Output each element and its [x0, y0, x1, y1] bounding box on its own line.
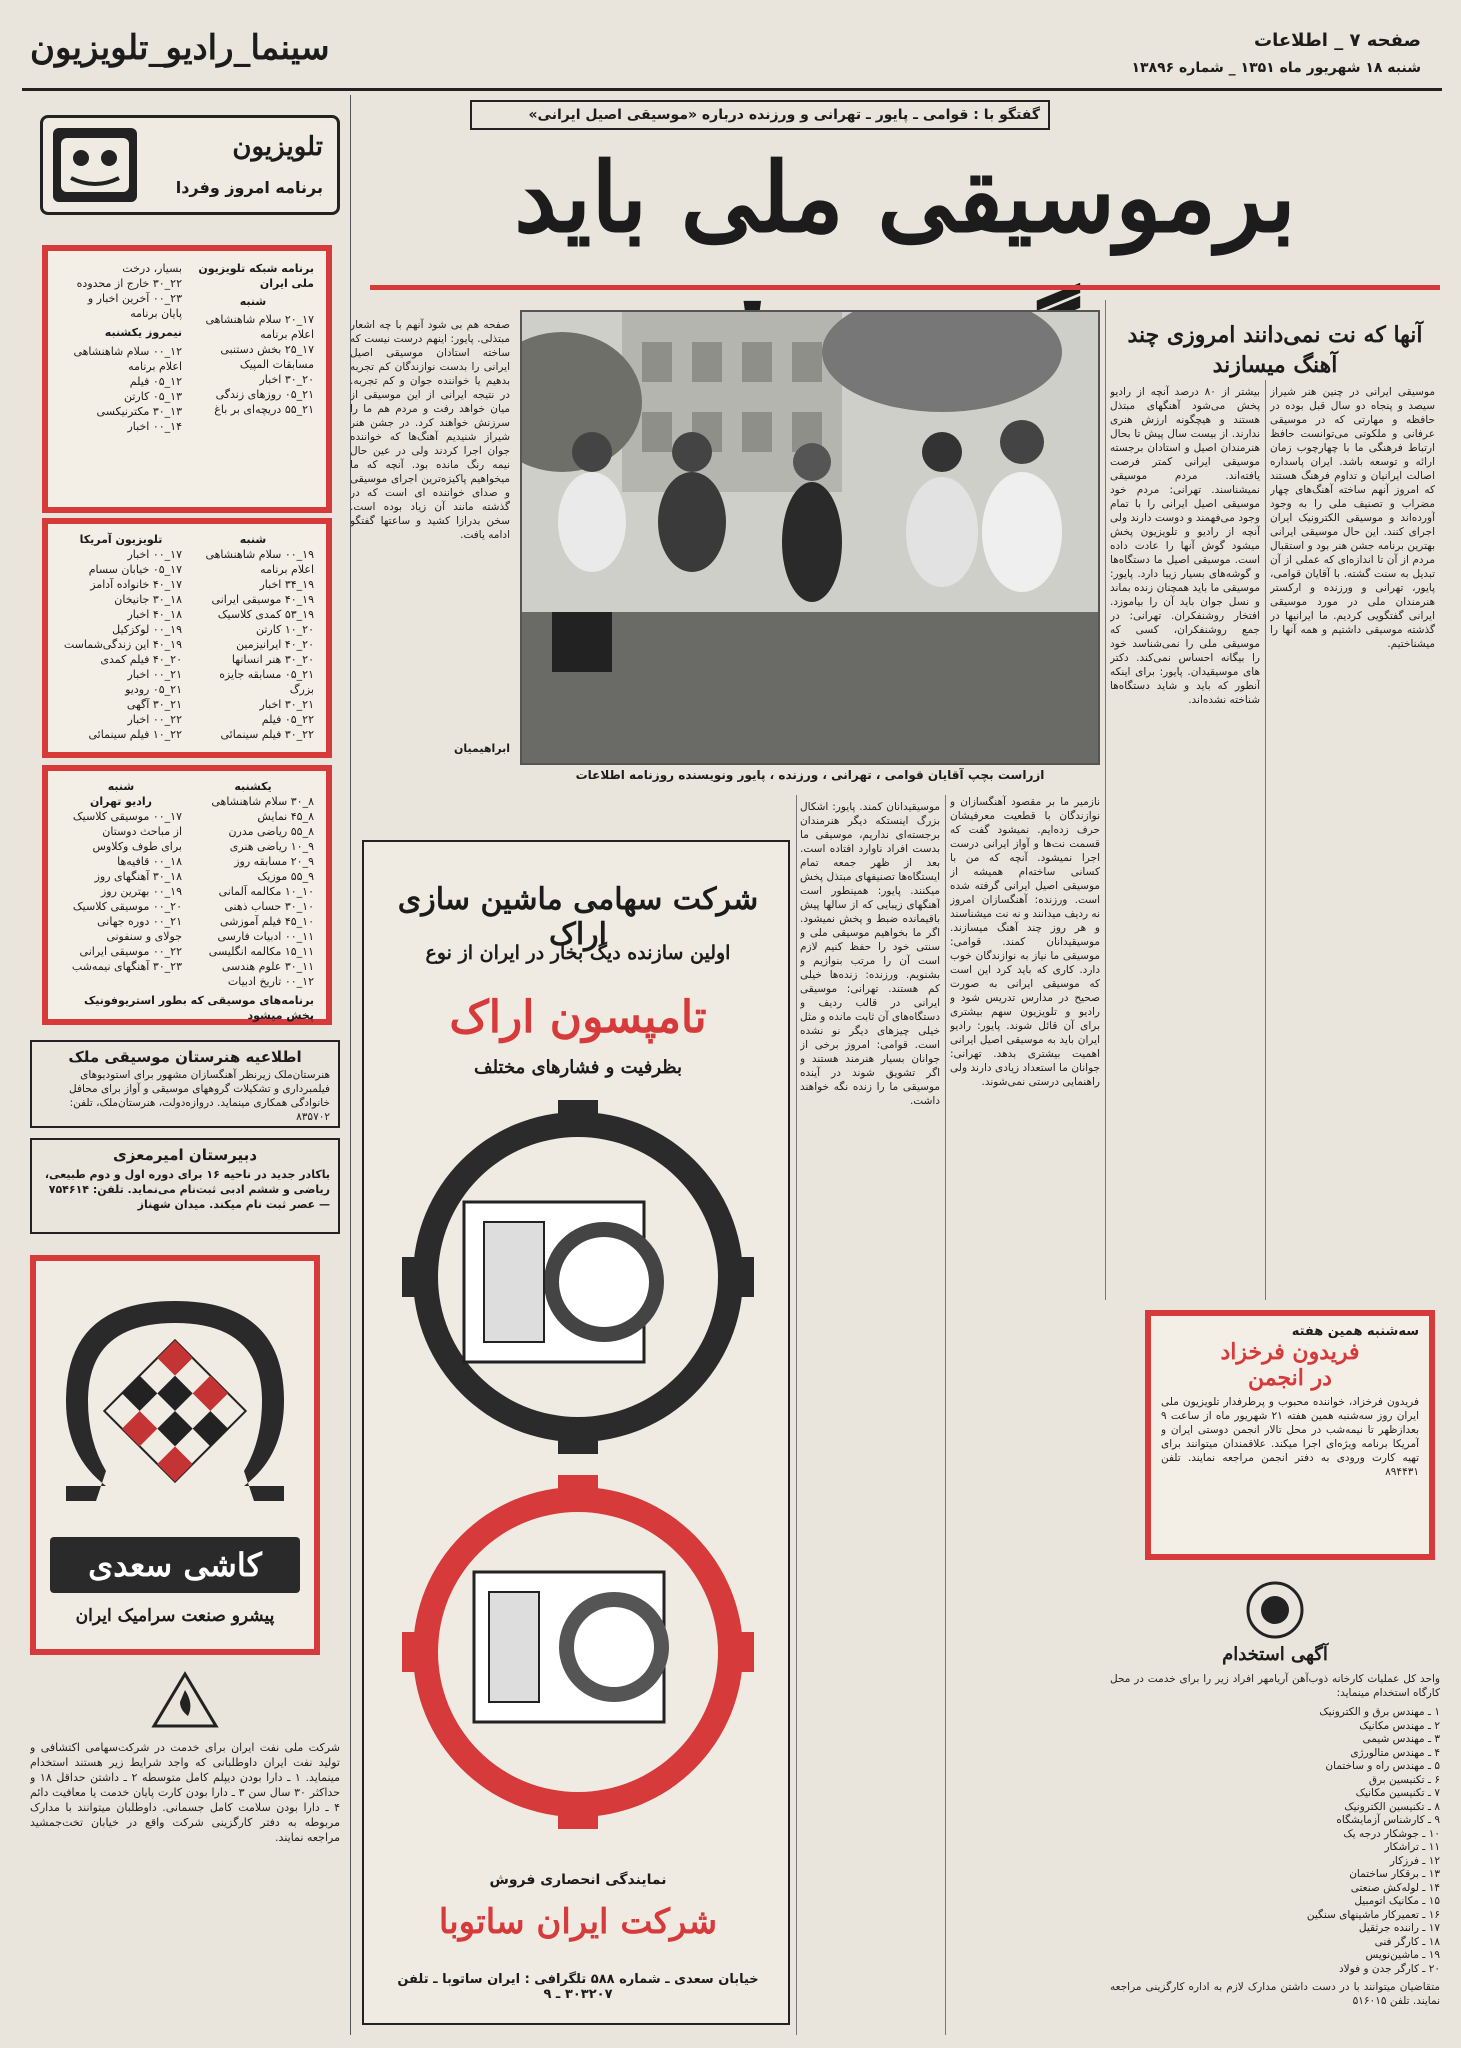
list-item: ۲۰_۳۰ هنر انسانها — [231, 653, 314, 666]
list-item: ۸_۵۵ ریاضی مدرن — [228, 825, 314, 838]
list-item: ۱۷_۰۵ خیابان سسام — [88, 563, 182, 576]
list-item: برای طوف وکلاوس — [92, 840, 182, 853]
arak-agent-label: نمایندگی انحصاری فروش — [489, 1872, 667, 1888]
list-item: ۲۱_۰۰ اخبار — [127, 668, 182, 681]
list-item: جولای و سنفونی — [106, 930, 182, 943]
oil-notice-body: شرکت ملی نفت ایران برای خدمت در شرکت‌سهامی اکتشافی و تولید نفت ایران داوطلبانی که واجد شرایط زیر هستند استخدام مینماید. ۱ ـ دارا بودن دیپلم کامل متوسطه ۲ ـ داشتن حداقل ۱۸ و حداکثر ۳۰ سال سن ۳ ـ دارا بودن کارت پایان خدمت یا معافیت دائم ۴ ـ دارا بودن سلامت کامل جسمانی. داوطلبان میتوانند با مدارک مربوطه به دفتر کارگزینی شرکت واقع در خیابان تخت‌جمشید مراجعه نمایند. — [30, 1741, 340, 1844]
list-item: ۱۲_۰۵ فیلم — [129, 375, 182, 388]
list-item: ۵ ـ مهندس راه و ساختمان — [1325, 1760, 1440, 1772]
list-item: ۱۹_۰۰ بهترین روز — [100, 885, 182, 898]
list-item: از مباحث دوستان — [102, 825, 182, 838]
list-item: ۱۳ ـ برقکار ساختمان — [1349, 1868, 1440, 1880]
list-item: ۲۲_۰۰ موسیقی ایرانی — [79, 945, 182, 958]
list-item: ۱۵ ـ مکانیک اتومبیل — [1354, 1895, 1440, 1907]
list-item: مسابقات المپیک — [239, 358, 314, 371]
list-item: ۲۲_۰۰ اخبار — [127, 713, 182, 726]
arak-brand: تامپسون ‌‌‌‌اراک — [449, 992, 707, 1043]
list-item: ۱۹_۵۳ کمدی کلاسیک — [217, 608, 314, 621]
tv-subtitle: برنامه امروز وفردا — [175, 178, 323, 197]
list-item: ۲۳_۰۰ آخرین اخبار و — [87, 292, 182, 305]
list-item: ۱۷ ـ راننده جرثقیل — [1358, 1922, 1440, 1934]
list-item: ۲۰_۱۰ کارتن — [256, 623, 314, 636]
article-col-mid: بیشتر از ۸۰ درصد آنچه از رادیو پخش می‌شود آهنگهای مبتذل هستند و هیچگونه ارزش هنری ندارند. از بیست سال پیش تا بحال هنرمندان اصیل و استادان برجسته موسیقی ایرانی کمتر فرصت یافته‌اند. مردم موسیقی نمیشناسند. تهرانی: مردم خود موسیقی اصیل ایرانی را با تمام وجود می‌فهمند و دوست دارند ولی آنچه از رادیو و تلویزیون پخش میشود گوش آنها را عادت داده است. موسیقی اصیل ما دستگاه‌ها و گوشه‌های بسیار زیبا دارد. پایور: موسیقی ما باید همچنان زنده بماند و نسل جوان باید آن را بیاموزد. افتخار روشنفکران. تهرانی: در جمع روشنفکران، کسی که موسیقی ملی را نمی‌شناسد خود را بیگانه احساس نمی‌کند. دکتر های موسیقیدان. پایور: برای اینکه آنطور که باید و شاید دستگاه‌ها شناخته نشده‌اند. — [1110, 386, 1260, 706]
schedule3-subheader: رادیو تهران — [90, 795, 152, 808]
list-item: ۲۰ ـ کارگر جدن و فولاد — [1339, 1962, 1440, 1975]
arak-capacity: بظرفیت و فشارهای مختلف — [473, 1057, 683, 1078]
schedule3-header: شنبه — [107, 780, 135, 793]
list-item: ۲۰_۴۰ فیلم کمدی — [100, 653, 182, 666]
tv-box — [40, 115, 340, 215]
list-item: ۱۲ ـ فرزکار — [1389, 1854, 1440, 1867]
list-item: ۱۱_۳۰ علوم هندسی — [221, 960, 314, 973]
photo-scene — [522, 312, 1098, 763]
headline-title: برموسیقی ملی باید — [514, 141, 1296, 254]
schedule1-header: برنامه شبکه تلویزیون ملی ایران — [198, 262, 314, 290]
list-item: اعلام برنامه — [128, 360, 182, 373]
list-item: ۱۲_۰۰ تاریخ ادبیات — [227, 975, 314, 988]
list-item: ۱۶ ـ تعمیرکار ماشینهای سنگین — [1306, 1908, 1440, 1921]
list-item: ۱۰_۱۰ مکالمه آلمانی — [218, 885, 314, 898]
list-item: ۲۲_۱۰ فیلم سینمائی — [88, 728, 182, 741]
arak-company: شرکت سهامی ماشین سازی اراک — [397, 882, 759, 952]
farzad-title2: در انجمن — [1248, 1365, 1332, 1391]
schedule-box-3 — [42, 765, 332, 1025]
list-item: ۱۴_۰۰ اخبار — [127, 420, 182, 433]
list-item: ۱۷_۰۰ اخبار — [127, 548, 182, 561]
emblem-icon — [1245, 1580, 1305, 1640]
column-rule — [1105, 300, 1106, 1300]
tv-logo-icon — [53, 128, 137, 202]
list-item: ۸_۳۰ سلام شاهنشاهی — [211, 795, 314, 808]
masthead — [0, 20, 1461, 90]
column-rule — [945, 795, 946, 2035]
article-photo — [520, 310, 1100, 765]
list-item: ۱۸_۰۰ قافیه‌ها — [117, 855, 182, 868]
list-item: ۲۱_۰۵ مسابقه جایزه بزرگ — [219, 668, 314, 696]
list-item: ۱۱ ـ تراشکار — [1384, 1841, 1440, 1853]
headline-kicker-box — [470, 100, 1050, 130]
list-item: ۲۲_۰۵ فیلم — [261, 713, 314, 726]
list-item: ۱ ـ مهندس برق و الکترونیک — [1319, 1706, 1440, 1718]
schedule-box-1 — [42, 245, 332, 513]
list-item: ۲۳_۳۰ آهنگهای نیمه‌شب — [71, 960, 182, 973]
article-col-narrow: صفحه هم بی شود آنهم با چه اشعار مبتذلی. پایور: اینهم درست نیست که ساخته استادان موسیقی اصیل ایرانی را بدست نوازندگان کم تجربه بدهیم یا خواننده جوان و کم تجربه. در نتیجه ایرانی از این موسیقی از میان خواهد رفت و مردم هم ما را سرزنش خواهند کرد. در جشن هنر شیراز شنیدیم آهنگ‌ها که خواننده جوان اجرا کردند ولی در عین حال نیمه رنگ مانده بود. آنچه که ما میخواهیم پاکیزه‌ترین اجرای موسیقی و صدای خواننده ای است که در گذشته مانند آن زیاد بوده است. سخن بدرازا کشید و ساعتها گفتگو ادامه یافت. — [350, 319, 510, 541]
list-item: ۲۱_۰۵ روزهای زندگی — [215, 388, 314, 401]
list-item: ۹_۲۰ مسابقه روز — [234, 855, 314, 868]
headline-kicker: گفتگو با : قوامی ـ پایور ـ تهرانی و ورزنده درباره «موسیقی اصیل ایرانی» — [528, 107, 1040, 123]
list-item: ۲۰_۰۰ موسیقی کلاسیک — [72, 900, 182, 913]
list-item: بسیار، درخت — [122, 262, 182, 275]
omega-logo-icon — [36, 1271, 314, 1521]
boiler-illustration — [364, 1092, 792, 1852]
notice-school — [30, 1138, 340, 1234]
list-item: ۲۱_۳۰ اخبار — [259, 698, 314, 711]
arak-subtitle: اولین سازنده دیگ بخار در ایران از نوع — [425, 942, 731, 964]
list-item: ۱۹_۴۰ موسیقی ایرانی — [211, 593, 314, 606]
list-item: ۱۹_۰۰ سلام شاهنشاهی — [205, 548, 314, 561]
list-item: ۲۱_۰۵ رودیو — [125, 683, 182, 696]
list-item: ۱۱_۰۰ ادبیات فارسی — [217, 930, 314, 943]
list-item: ۱۹_۴۰ این زندگی‌شماست — [63, 638, 182, 651]
list-item: ۹_۵۵ موزیک — [257, 870, 314, 883]
list-item: ۱۸_۳۰ جانیخان — [114, 593, 182, 606]
notice-malek-body: هنرستان‌ملک زیرنظر آهنگسازان مشهور برای استودیوهای فیلمبرداری و تشکیلات گروههای موسیقی و آواز برای محافل خانوادگی همکاری مینماید. دروازه‌دولت، هنرستان‌ملک، تلفن: ۸۳۵۷۰۲ — [69, 1069, 330, 1123]
list-item: ۱۸ ـ کارگر فنی — [1374, 1935, 1440, 1948]
list-item: ۱۷_۰۰ موسیقی کلاسیک — [72, 810, 182, 823]
list-item: ۸ ـ تکنیسین الکترونیک — [1344, 1800, 1440, 1813]
list-item: ۱۱_۱۵ مکالمه انگلیسی — [208, 945, 314, 958]
tv-logo — [53, 128, 137, 202]
list-item: ۱۷_۲۵ بخش دستنبی — [220, 343, 314, 356]
page-label: صفحه ۷ _ اطلاعات — [1254, 30, 1421, 51]
list-item: ۲۲_۳۰ فیلم سینمائی — [220, 728, 314, 741]
list-item: اعلام برنامه — [260, 563, 314, 576]
farzad-title: فریدون فرخزاد — [1220, 1339, 1360, 1365]
list-item: ۸_۴۵ نمایش — [257, 810, 314, 823]
list-item: ۱۷_۲۰ سلام شاهنشاهی — [205, 313, 314, 326]
hiring-list — [1110, 1706, 1440, 1976]
list-item: ۱۸_۳۰ آهنگهای روز — [94, 870, 182, 883]
list-item: ۱۳_۰۵ کارتن — [124, 390, 182, 403]
list-item: ۱۷_۴۰ خانواده آدامز — [90, 578, 182, 591]
list-item: ۱۹_۳۴ اخبار — [259, 578, 314, 591]
list-item: ۴ ـ مهندس متالورژی — [1350, 1746, 1440, 1759]
list-item: ۲۱_۳۰ آگهی — [126, 698, 182, 711]
section-title: سینما_رادیو_تلویزیون — [30, 28, 330, 68]
notice-school-title: دبیرستان امیرمعزی — [112, 1146, 258, 1164]
arak-address: خیابان سعدی ـ شماره ۵۸۸ تلگرافی : ایران ساتوبا ـ تلفن ۳۰۳۲۰۷ ـ ۹ — [397, 1972, 759, 2002]
list-item: ۱۰ ـ جوشکار درجه یک — [1343, 1827, 1440, 1840]
schedule-box-2 — [42, 518, 332, 758]
list-item: ۱۴ ـ لوله‌کش صنعتی — [1350, 1881, 1440, 1894]
article-col-right: موسیقی ایرانی در چنین هنر شیراز سیصد و پنجاه دو سال قبل بوده در حافظه و مهارتی که در موسیقی عرفانی و ملکوتی می‌توانست حافظ ارتباط فرهنگی ما با چهارچوب زمان ارائه و توسعه باشد. ایران پاسداره اصالت ایرانیان و تداوم فرهنگ هستند که امروز آنهم ساخته آهنگ‌های چهار مضراب و تصنیف ملی را به وجود آورده‌اند و موسیقی الکترونیک ایران اجرای کنند. این حال موسیقی ایرانی بهترین برنامه جشن هنر بود و استقبال مردم از آن تا اندازه‌ای که عملی از آن تبدیل به سنت گشته. با آقایان قوامی، پایور، تهرانی و ورزنده و ارکستر هنرمندان ملی در مورد موسیقی ایرانی گفتگویی کردیم. ما ایرانیها در گذشته موسیقی داشتیم و همه آنها را میشناختیم. — [1270, 386, 1435, 650]
notice-malek — [30, 1040, 340, 1128]
arak-ad — [362, 840, 790, 2025]
column-rule — [350, 95, 351, 2035]
list-item: ۱۳_۳۰ مکترنیکسی — [96, 405, 182, 418]
list-item: ۹ ـ کارشناس آزمایشگاه — [1336, 1814, 1440, 1826]
masthead-divider — [22, 88, 1442, 91]
article-col-mid2: موسیقیدانان کمند. پایور: اشکال بزرگ اینستکه دیگر هنرمندان برجسته‌ای نداریم، موسیقی ما بدست افراد ناوارد افتاده است. بعد از ظهر جمعه تمام ایستگاه‌ها تصنیفهای مبتذل پخش میکنند. پایور: همینطور است آهنگهای زیبایی که از سالها پیش باقیمانده ضبط و پخش نمیشود. اگر ما بخواهیم موسیقی ملی و سنتی خود را حفظ کنیم لازم است آن را مرتب بنوازیم و بشنویم. ورزنده: زنده‌ها خیلی کم هستند. تهرانی: موسیقی ایرانی در قالب ردیف و دستگاه‌های آن ثابت مانده و مثل خیلی چیزهای دیگر نو نشده است. قوامی: امروز برخی از جوانان بسیار هنرمند هستند و اگر تشویق شوند در آینده موسیقی ما را زنده نگه خواهند داشت. — [800, 801, 940, 1107]
schedule2-header: تلویزیون آمریکا — [79, 533, 163, 546]
oil-notice — [30, 1670, 340, 2030]
kashi-tagline: پیشرو صنعت سرامیک ایران — [75, 1606, 275, 1626]
hiring-footer: متقاضیان میتوانند با در دست داشتن مدارک لازم به اداره کارگزینی مراجعه نمایند. تلفن ۵۱۶۰۱۵ — [1110, 1981, 1440, 2007]
flame-logo-icon — [150, 1670, 220, 1730]
list-item: ۲۱_۰۰ دوره جهانی — [97, 915, 182, 928]
farzad-kicker: سه‌شنبه همین هفته — [1291, 1324, 1419, 1339]
notice-school-body: باکادر جدید در ناحیه ۱۶ برای دوره اول و دوم طبیعی، ریاضی و ششم ادبی ثبت‌نام می‌نماید. تلفن: ۷۵۴۶۱۴ — عصر ثبت نام میکند. میدان شهناز — [44, 1168, 330, 1211]
list-item: اعلام برنامه — [260, 328, 314, 341]
list-item: ۱۰_۴۵ فیلم آموزشی — [219, 915, 314, 928]
schedule2-day: شنبه — [239, 533, 267, 546]
list-item: ۱۹_۰۰ لوکزکیل — [112, 623, 182, 636]
hiring-title: آگهی استخدام — [1222, 1644, 1328, 1665]
article-col-narrow-sign: ابراهیمیان — [453, 742, 510, 755]
hiring-ad — [1110, 1580, 1440, 2035]
list-item: ۱۹ ـ ماشین‌نویس — [1365, 1949, 1440, 1961]
schedule1-list — [192, 312, 314, 417]
schedule1-day2: نیمروز یکشنبه — [104, 326, 182, 339]
list-item: ۲ ـ مهندس مکانیک — [1359, 1719, 1440, 1732]
notice-malek-title: اطلاعیه هنرستان موسیقی ملک — [68, 1048, 302, 1066]
hiring-intro: واحد کل عملیات کارخانه ذوب‌آهن آریامهر افراد زیر را برای خدمت در محل کارگاه استخدام مینماید: — [1110, 1673, 1440, 1699]
kashi-brand: کاشی سعدی — [88, 1546, 262, 1584]
tv-title: تلویزیون — [232, 132, 323, 162]
list-item: ۹_۱۰ ریاضی هنری — [229, 840, 314, 853]
date-line: شنبه ۱۸ شهریور ماه ۱۳۵۱ _ شماره ۱۳۸۹۶ — [1131, 60, 1421, 76]
list-item: پایان برنامه — [130, 307, 182, 320]
arak-agent: شرکت ایران ساتوبا — [438, 1902, 718, 1942]
article-col-left: نازمیر ما بر مقصود آهنگسازان و نوازندگان با قطعیت معرفیشان حرف زده‌ایم. نمیشود گفت که قسمت نت‌ها و آواز ایرانی درست اجرا نمیشود. آنچه که من با کسانی ساخته‌ام همیشه از موسیقی اصیل ایرانی گرفته شده است. ورزنده: آهنگسازان امروز نه ردیف میدانند و نه نت میشناسند و هر روز چند آهنگ میسازند. موسیقیدانان کمند. قوامی: موسیقی ما نیاز به نوازندگان خوب دارد. کاری که باید کرد این است که موسیقی ایرانی به صورت صحیح در مدارس تدریس شود و رادیو و تلویزیون سهم بیشتری برای آن قائل شوند. پایور: رادیو ایران باید به موسیقی اصیل ایرانی اهمیت بیشتری بدهد. تهرانی: جوانان ما استعداد زیادی دارند ولی راهنمایی درستی نمی‌شوند. — [950, 796, 1100, 1088]
sidebar-head: آنها که نت نمی‌دانند امروزی چند آهنگ میسازند — [1127, 322, 1423, 378]
farzad-body: فریدون فرخزاد، خواننده محبوب و پرطرفدار تلویزیون ملی ایران روز سه‌شنبه همین هفته ۲۱ شهریور ماه از ساعت ۹ بعدازظهر تا نیمه‌شب در محل تالار انجمن دوستی ایران و آمریکا برنامه ویژه‌ای اجرا میکند. علاقمندان میتوانند برای تهیه کارت ورودی به دفتر انجمن مراجعه نمایند. تلفن ۸۹۴۴۳۱ — [1161, 1396, 1419, 1478]
schedule3-footer: برنامه‌های موسیقی که بطور استریوفونیک پخش میشود — [83, 994, 314, 1022]
list-item: ۷ ـ تکنیسین مکانیک — [1355, 1787, 1440, 1799]
kashi-brand-banner — [50, 1537, 300, 1593]
schedule1-day: شنبه — [239, 295, 267, 308]
list-item: ۲۱_۵۵ دریچه‌ای بر باغ — [214, 403, 314, 416]
list-item: ۲۲_۳۰ خارج از محدوده — [76, 277, 182, 290]
list-item: ۶ ـ تکنیسین برق — [1368, 1773, 1440, 1786]
list-item: ۲۰_۴۰ ایرانیزمین — [236, 638, 314, 651]
kashi-ad — [30, 1255, 320, 1655]
photo-caption: ازراست بچپ آقایان قوامی ، تهرانی ، ورزنده ، پایور ونویسنده روزنامه اطلاعات — [575, 768, 1045, 782]
headline-rule — [370, 285, 1440, 290]
list-item: ۱۲_۰۰ سلام شاهنشاهی — [73, 345, 182, 358]
list-item: ۱۰_۳۰ حساب ذهنی — [224, 900, 314, 913]
list-item: ۱۸_۴۰ اخبار — [127, 608, 182, 621]
column-rule — [1265, 380, 1266, 1300]
farzad-box — [1145, 1310, 1435, 1560]
column-rule — [796, 795, 797, 2035]
list-item: ۲۰_۳۰ اخبار — [259, 373, 314, 386]
schedule3-day: یکشنبه — [234, 780, 272, 793]
list-item: ۳ ـ مهندس شیمی — [1362, 1733, 1440, 1745]
